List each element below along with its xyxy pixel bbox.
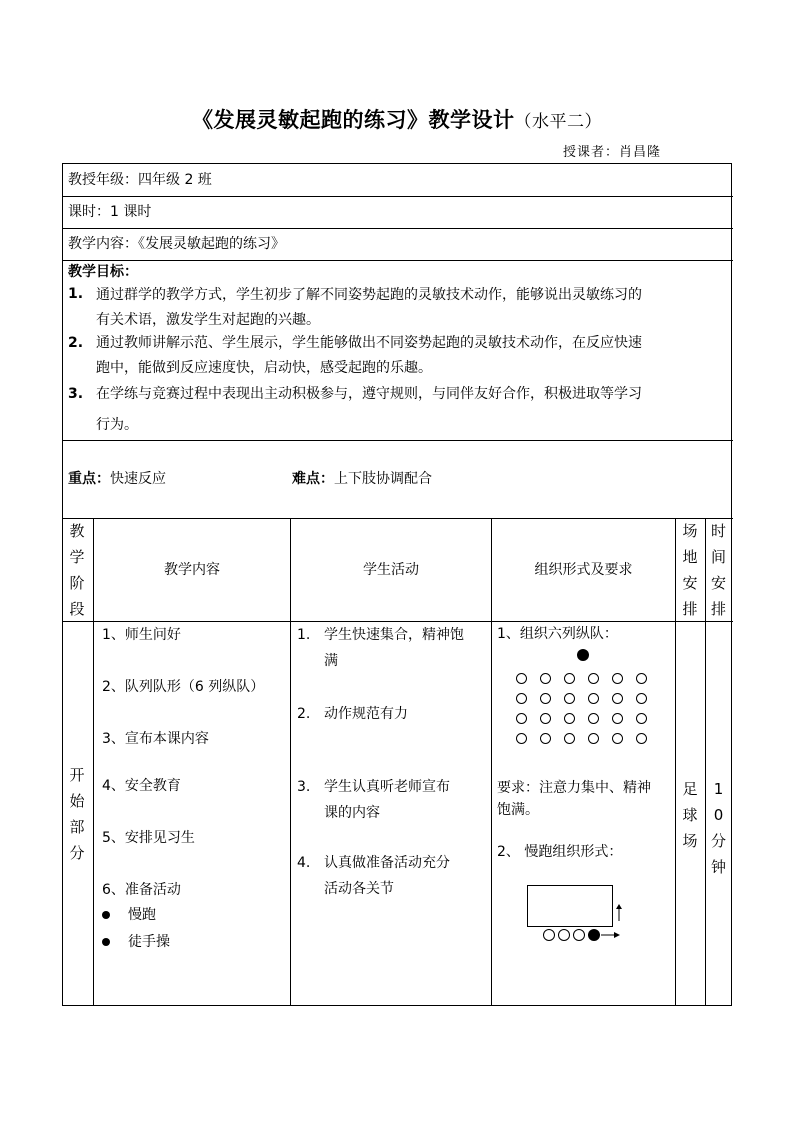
key-point-label: 重点： (68, 471, 110, 487)
track-rectangle (527, 885, 613, 927)
warmup-item: 徒手操 (128, 934, 170, 950)
stage-char: 始 (69, 792, 85, 810)
content-item: 2、队列队形（6 列纵队） (102, 679, 265, 695)
student-circle-icon (516, 693, 527, 704)
content-item: 4、安全教育 (102, 778, 181, 794)
time-char: 分 (710, 832, 726, 850)
bullet-icon (102, 911, 110, 919)
key-point-value: 快速反应 (110, 471, 166, 487)
stage-char: 开 (69, 766, 85, 784)
difficulty-label: 难点： (292, 471, 334, 487)
stage-char: 分 (69, 844, 85, 862)
formation-title: 1、组织六列纵队： (497, 626, 618, 642)
header-char: 排 (682, 600, 698, 618)
header-char: 阶 (69, 574, 85, 592)
student-circle-icon (636, 713, 647, 724)
formation-diagram (514, 648, 654, 748)
activity-line: 学生快速集合，精神饱 (324, 627, 464, 643)
activity-line: 课的内容 (324, 805, 380, 821)
teacher-dot-icon (577, 649, 589, 661)
objective-text (96, 283, 728, 333)
requirement-text (497, 777, 651, 821)
document-title (0, 104, 794, 134)
activity-number: 4. (297, 855, 311, 871)
header-char: 教 (69, 522, 85, 540)
header-time (705, 518, 732, 622)
objective-text (96, 382, 728, 438)
header-char: 场 (682, 522, 698, 540)
difficulty-value: 上下肢协调配合 (334, 471, 432, 487)
activity-number: 3. (297, 779, 311, 795)
header-activity: 学生活动 (363, 562, 419, 578)
student-circle-icon (612, 673, 623, 684)
student-circle-icon (564, 693, 575, 704)
objective-line: 通过教师讲解示范、学生展示，学生能够做出不同姿势起跑的灵敏技术动作，在反应快速 (96, 335, 642, 351)
header-char: 段 (69, 600, 85, 618)
student-circle-icon (612, 733, 623, 744)
header-organization: 组织形式及要求 (534, 562, 633, 578)
activity-line: 活动各关节 (324, 881, 394, 897)
activity-line: 认真做准备活动充分 (324, 855, 450, 871)
student-circle-icon (636, 733, 647, 744)
content-info: 教学内容：《发展灵敏起跑的练习》 (68, 236, 285, 252)
venue-char: 球 (682, 806, 698, 824)
runner-circle-icon (573, 929, 585, 941)
student-circle-icon (588, 673, 599, 684)
time-char: 钟 (710, 858, 726, 876)
stage-name (62, 762, 92, 866)
up-arrow-icon (615, 904, 623, 922)
student-circle-icon (588, 733, 599, 744)
student-circle-icon (516, 733, 527, 744)
time-char: 0 (713, 806, 724, 824)
warmup-item: 慢跑 (128, 907, 156, 923)
venue-char: 场 (682, 832, 698, 850)
title-main: 《发展灵敏起跑的练习》教学设计 (192, 107, 515, 132)
objective-number: 2. (68, 335, 84, 351)
runner-circle-icon (543, 929, 555, 941)
header-char: 间 (710, 548, 726, 566)
requirement-line: 要求：注意力集中、精神 (497, 780, 651, 796)
activity-line: 学生认真听老师宣布 (324, 779, 450, 795)
student-circle-icon (588, 713, 599, 724)
content-item: 5、安排见习生 (102, 830, 195, 846)
objective-line: 跑中，能做到反应速度快，启动快，感受起跑的乐趣。 (96, 360, 432, 376)
header-char: 安 (682, 574, 698, 592)
student-circle-icon (540, 713, 551, 724)
activity-text (324, 622, 464, 674)
objective-number: 1. (68, 286, 84, 302)
row-divider (62, 518, 733, 519)
header-char: 地 (682, 548, 698, 566)
venue-char: 足 (682, 780, 698, 798)
objectives-heading: 教学目标： (68, 264, 138, 280)
author-line: 授课者：肖昌隆 (563, 145, 662, 160)
student-circle-icon (588, 693, 599, 704)
time-char: 1 (713, 780, 724, 798)
col-divider (290, 518, 291, 1006)
key-point (68, 469, 166, 489)
objective-line: 通过群学的教学方式，学生初步了解不同姿势起跑的灵敏技术动作，能够说出灵敏练习的 (96, 287, 642, 303)
activity-line: 动作规范有力 (324, 706, 408, 722)
leader-dot-icon (588, 929, 600, 941)
student-circle-icon (540, 693, 551, 704)
header-char: 时 (710, 522, 726, 540)
venue-name (675, 776, 705, 854)
student-circle-icon (612, 713, 623, 724)
time-allocation (705, 776, 732, 880)
content-item: 3、宣布本课内容 (102, 731, 209, 747)
grade-info: 教授年级：四年级 2 班 (68, 172, 212, 188)
header-stage (62, 518, 92, 622)
bullet-icon (102, 938, 110, 946)
student-circle-icon (516, 673, 527, 684)
col-divider (491, 518, 492, 1006)
jog-title: 2、 慢跑组织形式： (497, 844, 623, 860)
activity-line: 满 (324, 653, 338, 669)
lesson-time-info: 课时：1 课时 (68, 204, 152, 220)
objective-number: 3. (68, 386, 84, 402)
student-circle-icon (564, 713, 575, 724)
student-circle-icon (516, 713, 527, 724)
activity-number: 1. (297, 627, 311, 643)
objective-line: 行为。 (96, 417, 138, 433)
jog-diagram (527, 884, 637, 944)
header-venue (675, 518, 705, 622)
difficulty (292, 469, 432, 489)
student-circle-icon (564, 673, 575, 684)
header-content: 教学内容 (164, 562, 220, 578)
content-item: 6、准备活动 (102, 882, 181, 898)
activity-text (324, 850, 450, 902)
content-item: 1、师生问好 (102, 627, 181, 643)
header-char: 学 (69, 548, 85, 566)
student-circle-icon (564, 733, 575, 744)
row-divider (62, 260, 733, 261)
requirement-line: 饱满。 (497, 802, 539, 818)
student-circle-icon (636, 673, 647, 684)
header-char: 安 (710, 574, 726, 592)
right-arrow-icon (601, 931, 621, 939)
row-divider (62, 196, 733, 197)
student-circle-icon (636, 693, 647, 704)
student-circle-icon (612, 693, 623, 704)
runner-circle-icon (558, 929, 570, 941)
col-divider (93, 518, 94, 1006)
row-divider (62, 440, 733, 441)
objective-text (96, 331, 728, 381)
activity-number: 2. (297, 706, 311, 722)
activity-text (324, 774, 450, 826)
header-char: 排 (710, 600, 726, 618)
activity-text (324, 701, 408, 727)
row-divider (62, 228, 733, 229)
student-circle-icon (540, 673, 551, 684)
stage-char: 部 (69, 818, 85, 836)
title-suffix: （水平二） (514, 112, 602, 132)
objective-line: 有关术语，激发学生对起跑的兴趣。 (96, 312, 320, 328)
student-circle-icon (540, 733, 551, 744)
objective-line: 在学练与竞赛过程中表现出主动积极参与，遵守规则，与同伴友好合作，积极进取等学习 (96, 386, 642, 402)
